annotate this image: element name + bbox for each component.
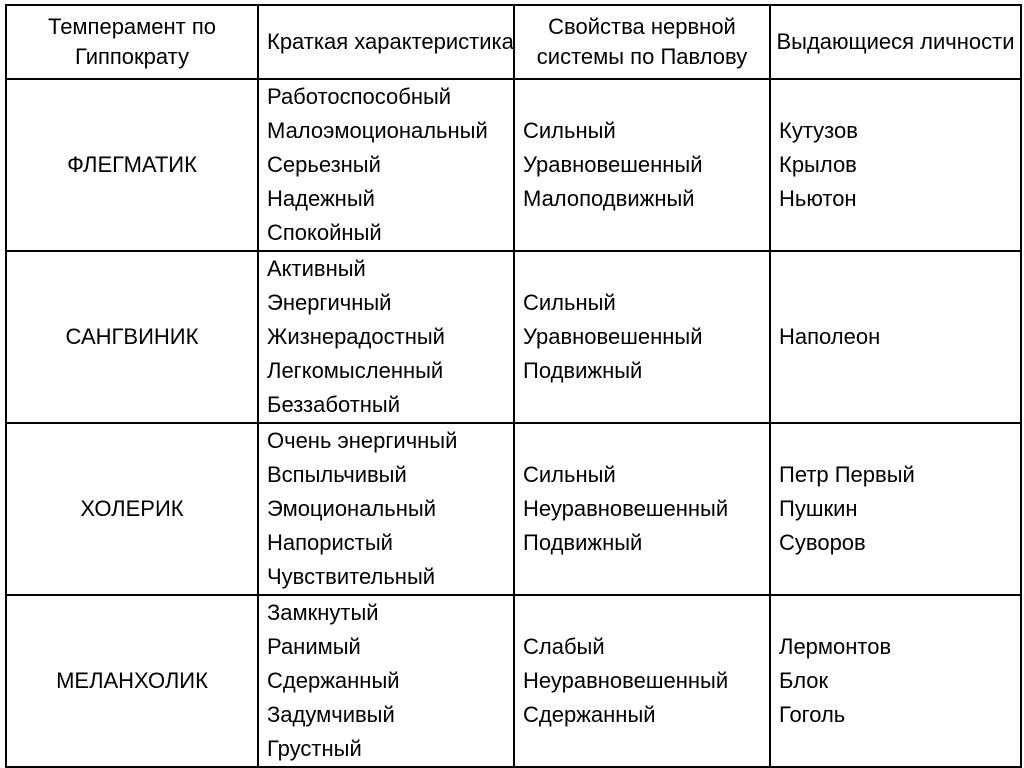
trait-item: Беззаботный: [267, 392, 401, 417]
temperament-name: САНГВИНИК: [65, 324, 199, 349]
temperament-table: [5, 4, 1022, 768]
nervous-property-item: Слабый: [523, 634, 605, 659]
person-item: Пушкин: [779, 496, 858, 521]
header-temperament-line-1: Темперамент по: [47, 14, 217, 39]
nervous-property-item: Неуравновешенный: [523, 496, 729, 521]
nervous-property-item: Сильный: [523, 462, 616, 487]
header-temperament: [6, 5, 258, 79]
table-row: [6, 79, 1021, 251]
person-item: Наполеон: [779, 324, 881, 349]
header-nervous-system-line-1: Свойства нервной: [548, 14, 736, 39]
temperament-cell: [6, 423, 258, 595]
trait-item: Очень энергичный: [267, 428, 458, 453]
trait-cell: [258, 423, 514, 595]
temperament-name: ФЛЕГМАТИК: [67, 152, 197, 177]
trait-item: Серьезный: [267, 152, 381, 177]
trait-item: Эмоциональный: [267, 496, 436, 521]
trait-item: Ранимый: [267, 634, 361, 659]
trait-item: Замкнутый: [267, 600, 379, 625]
person-item: Петр Первый: [779, 462, 915, 487]
nervous-property-item: Подвижный: [523, 530, 643, 555]
temperament-cell: [6, 595, 258, 767]
trait-item: Работоспособный: [267, 84, 452, 109]
person-cell: [770, 595, 1021, 767]
header-row: [6, 5, 1021, 79]
header-nervous-system: [514, 5, 770, 79]
trait-item: Жизнерадостный: [267, 324, 445, 349]
table-row: [6, 595, 1021, 767]
header-people: [770, 5, 1021, 79]
temperament-name: МЕЛАНХОЛИК: [56, 668, 208, 693]
nervous-property-item: Подвижный: [523, 358, 643, 383]
table-row: [6, 251, 1021, 423]
trait-cell: [258, 595, 514, 767]
trait-item: Задумчивый: [267, 702, 395, 727]
trait-item: Малоэмоциональный: [267, 118, 488, 143]
temperament-cell: [6, 251, 258, 423]
nervous-property-cell: [514, 423, 770, 595]
trait-item: Надежный: [267, 186, 375, 211]
trait-item: Грустный: [267, 736, 362, 761]
trait-item: Спокойный: [267, 220, 382, 245]
trait-item: Сдержанный: [267, 668, 400, 693]
person-item: Кутузов: [779, 118, 858, 143]
trait-item: Напористый: [267, 530, 393, 555]
person-item: Крылов: [779, 152, 857, 177]
header-temperament-line-2: Гиппократу: [75, 44, 189, 69]
header-nervous-system-line-2: системы по Павлову: [536, 44, 748, 69]
nervous-property-cell: [514, 79, 770, 251]
nervous-property-item: Неуравновешенный: [523, 668, 729, 693]
nervous-property-item: Сильный: [523, 290, 616, 315]
person-item: Ньютон: [779, 186, 857, 211]
nervous-property-item: Малоподвижный: [523, 186, 695, 211]
trait-item: Активный: [267, 256, 366, 281]
trait-item: Энергичный: [267, 290, 392, 315]
trait-item: Легкомысленный: [267, 358, 444, 383]
trait-cell: [258, 79, 514, 251]
trait-item: Вспыльчивый: [267, 462, 407, 487]
nervous-property-cell: [514, 251, 770, 423]
person-item: Блок: [779, 668, 829, 693]
table-row: [6, 423, 1021, 595]
trait-item: Чувствительный: [267, 564, 436, 589]
trait-cell: [258, 251, 514, 423]
person-cell: [770, 79, 1021, 251]
nervous-property-item: Уравновешенный: [523, 152, 703, 177]
person-item: Суворов: [779, 530, 866, 555]
nervous-property-cell: [514, 595, 770, 767]
temperament-name: ХОЛЕРИК: [80, 496, 184, 521]
nervous-property-item: Сдержанный: [523, 702, 656, 727]
nervous-property-item: Уравновешенный: [523, 324, 703, 349]
table-body: [6, 79, 1021, 767]
temperament-cell: [6, 79, 258, 251]
person-cell: [770, 423, 1021, 595]
header-people-line-1: Выдающиеся личности: [776, 29, 1015, 54]
person-cell: [770, 251, 1021, 423]
header-characteristic: [258, 5, 514, 79]
person-item: Лермонтов: [779, 634, 892, 659]
nervous-property-item: Сильный: [523, 118, 616, 143]
person-item: Гоголь: [779, 702, 846, 727]
header-characteristic-line-1: Краткая характеристика: [267, 29, 514, 54]
